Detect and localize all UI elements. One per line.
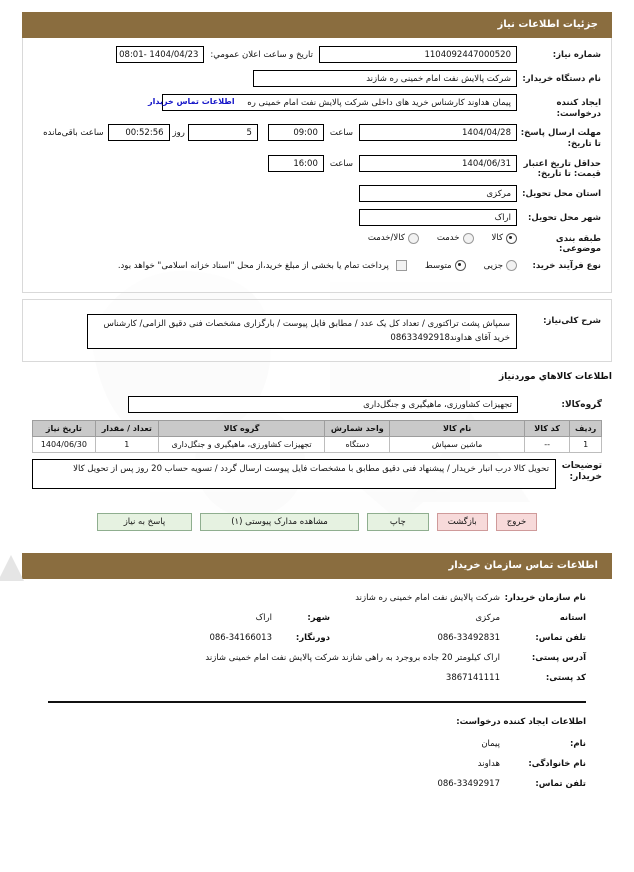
summary-label: شرح کلی‌نیاز:	[543, 316, 601, 326]
category-option-goods-service[interactable]	[368, 233, 419, 244]
validity-hour-field[interactable]: 16:00	[268, 155, 324, 172]
goods-group-label: گروه‌کالا:	[561, 400, 602, 411]
delivery-province-field[interactable]: مرکزی	[359, 185, 517, 202]
goods-table	[32, 420, 602, 453]
need-details-banner-wrap	[22, 12, 612, 38]
delivery-city-row	[33, 209, 601, 228]
goods-panel	[22, 388, 612, 501]
creator-field[interactable]: پیمان هداوند کارشناس خرید های داخلی شرکت پالایش نفت امام خمینی ره	[162, 94, 517, 111]
org-contact-banner: اطلاعات تماس سازمان خریدار	[22, 553, 612, 579]
process-option-minor-label: جزیی	[483, 260, 503, 271]
org-city-label: شهر:	[307, 613, 330, 624]
requester-phone-row	[48, 779, 586, 789]
org-address-label: آدرس پستی:	[531, 653, 586, 664]
org-contact-block	[48, 593, 586, 683]
corner-triangle-decoration	[0, 555, 24, 581]
cell-group: تجهیزات کشاورزی، ماهیگیری و جنگل‌داری	[158, 437, 324, 453]
goods-table-header-row	[33, 421, 602, 437]
org-name-row	[48, 593, 586, 603]
category-option-service[interactable]	[437, 233, 474, 244]
requester-phone-value: 086-33492917	[437, 779, 500, 790]
action-button-bar	[8, 513, 626, 531]
need-details-banner: جزئیات اطلاعات نیاز	[22, 12, 612, 38]
exit-button[interactable]: خروج	[496, 513, 538, 531]
col-quantity: تعداد / مقدار	[95, 421, 158, 437]
col-name: نام کالا	[390, 421, 524, 437]
validity-date-field[interactable]: 1404/06/31	[359, 155, 517, 172]
org-address-row	[48, 653, 586, 663]
process-option-medium[interactable]	[425, 260, 466, 271]
validity-label: حداقل تاریخ اعتبار قیمت: تا تاریخ:	[523, 158, 601, 180]
summary-panel	[22, 299, 612, 362]
requester-first-name-label: نام:	[569, 739, 586, 750]
cell-need-date: 1404/06/30	[33, 437, 96, 453]
cell-name: ماشین سمپاش	[390, 437, 524, 453]
creator-field-wrap	[148, 94, 517, 111]
need-number-label: شماره نیاز:	[552, 50, 601, 60]
org-phone-row	[48, 633, 586, 643]
validity-row	[33, 155, 601, 180]
requester-section-title: اطلاعات ایجاد کننده درخواست:	[456, 717, 586, 728]
category-label: طبقه بندی موضوعی:	[555, 233, 601, 255]
org-phone-value: 086-33492831	[437, 633, 500, 644]
col-row: ردیف	[570, 421, 602, 437]
org-fax-label: دورنگار:	[295, 633, 330, 644]
need-details-panel	[22, 38, 612, 293]
cell-quantity: 1	[95, 437, 158, 453]
deadline-date-field[interactable]: 1404/04/28	[359, 124, 517, 141]
summary-row	[33, 314, 601, 349]
org-province-value: مرکزی	[475, 613, 500, 624]
remaining-days-label: روز	[172, 128, 185, 139]
announce-datetime-field[interactable]: 1404/04/23 -08:01	[116, 46, 204, 63]
delivery-city-label: شهر محل تحویل:	[528, 212, 601, 223]
buyer-contact-link[interactable]: اطلاعات تماس خریدار	[148, 97, 235, 106]
requester-phone-label: تلفن تماس:	[535, 779, 586, 790]
org-postal-value: 3867141111	[445, 673, 500, 684]
org-province-row	[48, 613, 586, 623]
remaining-days-field[interactable]: 5	[188, 124, 258, 141]
deadline-row	[33, 124, 601, 149]
col-group: گروه کالا	[158, 421, 324, 437]
org-contact-banner-wrap	[22, 553, 612, 579]
cell-row: 1	[570, 437, 602, 453]
summary-field[interactable]: سمپاش پشت تراکتوری / تعداد کل یک عدد / مطابق فایل پیوست / بارگزاری مشخصات فنی دقیق الزامی/ کارشناس خرید آقای هداوند08633492918	[87, 314, 517, 349]
radio-minor-icon[interactable]	[506, 260, 517, 271]
cell-unit: دستگاه	[325, 437, 390, 453]
requester-first-name-row	[48, 739, 586, 749]
org-province-label: استانه	[559, 613, 586, 624]
radio-service-icon[interactable]	[463, 233, 474, 244]
cell-code: --	[524, 437, 569, 453]
goods-section-title: اطلاعات کالاهاي موردنیاز	[498, 372, 612, 383]
process-row	[33, 260, 601, 279]
announce-label: تاریخ و ساعت اعلان عمومي:	[210, 50, 313, 60]
delivery-city-field[interactable]: اراک	[359, 209, 517, 226]
category-option-goods[interactable]	[492, 233, 517, 244]
process-label: نوع فرآیند خرید:	[532, 261, 601, 271]
deadline-hour-field[interactable]: 09:00	[268, 124, 324, 141]
respond-button[interactable]: پاسخ به نیاز	[97, 513, 193, 531]
requester-block	[48, 739, 586, 789]
org-fax-value: 086-34166013	[209, 633, 272, 644]
delivery-province-row	[33, 185, 601, 204]
need-number-field[interactable]: 1104092447000520	[319, 46, 517, 63]
countdown-field[interactable]: 00:52:56	[108, 124, 170, 141]
validity-hour-label: ساعت	[329, 158, 353, 169]
goods-group-row	[32, 396, 602, 415]
page-root	[0, 12, 634, 789]
radio-medium-icon[interactable]	[455, 260, 466, 271]
buyer-notes-label: توضیحات خریدار:	[561, 461, 602, 483]
radio-goods-icon[interactable]	[506, 233, 517, 244]
process-options	[118, 260, 517, 271]
buyer-org-row	[33, 70, 601, 89]
buyer-org-label: نام دستگاه خریدار:	[522, 74, 601, 84]
deadline-label: مهلت ارسال پاسخ: تا تاریخ:	[520, 128, 601, 149]
section-divider	[48, 701, 586, 703]
col-code: کد کالا	[524, 421, 569, 437]
process-option-minor[interactable]	[484, 260, 517, 271]
treasury-checkbox-option[interactable]	[118, 260, 407, 271]
goods-group-field[interactable]: تجهیزات کشاورزی، ماهیگیری و جنگل‌داری	[128, 396, 518, 413]
process-option-medium-label: متوسط	[424, 260, 452, 271]
view-attachments-button[interactable]: مشاهده مدارک پیوستی (۱)	[200, 513, 359, 531]
col-need-date: تاریخ نیاز	[33, 421, 96, 437]
table-row[interactable]	[33, 437, 602, 453]
checkbox-treasury-icon[interactable]	[396, 260, 407, 271]
need-number-row	[33, 46, 601, 65]
buyer-notes-field[interactable]: تحویل کالا درب انبار خریدار / پیشنهاد فنی دقیق مطابق با مشخصات فایل پیوست ارسال گردد / تسویه حساب 20 روز پس از تحویل کالا	[32, 459, 556, 489]
org-name-value: شرکت پالایش نفت امام خمینی ره شازند	[355, 593, 500, 604]
org-name-label: نام سازمان خریدار:	[504, 593, 586, 604]
requester-first-name-value: پیمان	[481, 739, 500, 750]
org-postal-label: کد پستی:	[545, 673, 586, 684]
requester-last-name-row	[48, 759, 586, 769]
buyer-org-field[interactable]: شرکت پالایش نفت امام خمینی ره شازند	[253, 70, 517, 87]
buyer-notes-row	[32, 459, 602, 489]
radio-goods-service-icon[interactable]	[408, 233, 419, 244]
creator-label: ایجاد کننده درخواست:	[556, 98, 601, 119]
category-options	[354, 233, 517, 244]
print-button[interactable]: چاپ	[367, 513, 429, 531]
category-option-goods-service-label: کالا/خدمت	[367, 233, 405, 244]
org-address-value: اراک کیلومتر 20 جاده بروجرد به راهی شازند شرکت پالایش نفت امام خمینی شازند	[205, 653, 500, 664]
deadline-hour-label: ساعت	[329, 128, 353, 139]
back-button[interactable]: بازگشت	[437, 513, 488, 531]
requester-last-name-label: نام خانوادگی:	[528, 759, 586, 770]
col-unit: واحد شمارش	[325, 421, 390, 437]
requester-last-name-value: هداوند	[477, 759, 500, 770]
creator-row	[33, 94, 601, 119]
delivery-province-label: استان محل تحویل:	[522, 188, 601, 199]
category-option-service-label: خدمت	[436, 233, 460, 244]
org-phone-label: تلفن تماس:	[535, 633, 586, 644]
treasury-checkbox-label: پرداخت تمام یا بخشی از مبلغ خرید،از محل "اسناد خزانه اسلامی" خواهد بود.	[117, 260, 389, 271]
org-postal-row	[48, 673, 586, 683]
category-row	[33, 233, 601, 255]
category-option-goods-label: کالا	[491, 233, 503, 244]
countdown-label: ساعت باقی‌مانده	[43, 128, 104, 139]
org-city-value: اراک	[255, 613, 272, 624]
